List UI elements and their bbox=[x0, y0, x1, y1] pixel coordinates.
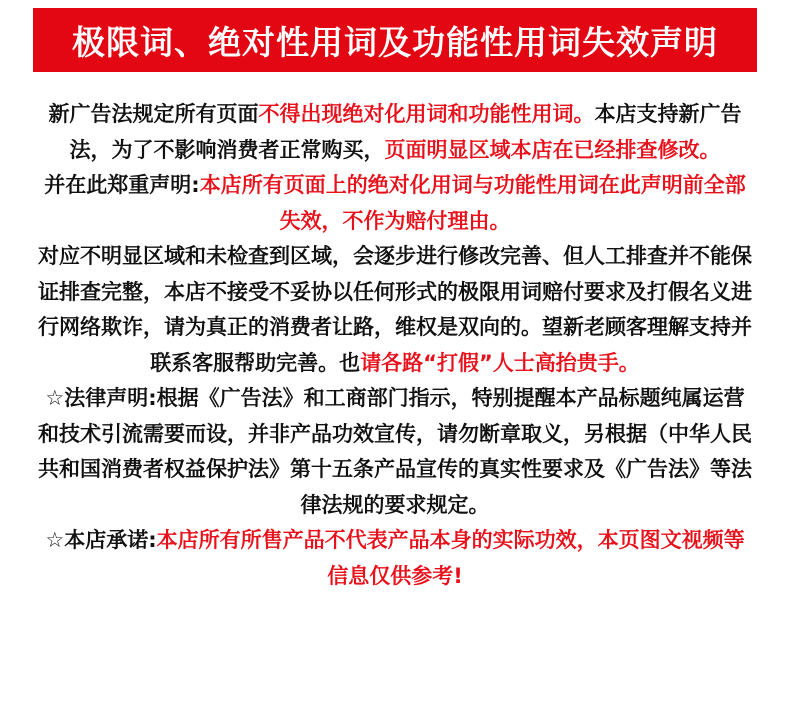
highlight-segment: 本店所有页面上的绝对化用词与功能性用词在此声明前全部失效，不作为赔付理由。 bbox=[199, 173, 746, 233]
highlight-segment: 不得出现绝对化用词和功能性用词。 bbox=[258, 102, 595, 126]
highlight-segment: 本店所有所售产品不代表产品本身的实际功效，本页图文视频等信息仅供参考! bbox=[156, 528, 745, 588]
statement-body bbox=[36, 97, 754, 594]
text-segment: ☆本店承诺: bbox=[45, 528, 157, 552]
paragraph-ad-law bbox=[36, 97, 754, 168]
paragraph-declaration bbox=[36, 168, 754, 239]
paragraph-unchecked-areas bbox=[36, 239, 754, 381]
text-segment: 新广告法规定所有页面 bbox=[48, 102, 259, 126]
page-title: 极限词、绝对性用词及功能性用词失效声明 bbox=[72, 22, 718, 62]
highlight-segment: 页面明显区域本店在已经排查修改。 bbox=[384, 137, 721, 162]
text-segment: 对应不明显区域和未检查到区域，会逐步进行修改完善、但人工排查并不能保证排查完整，本店不接受不妥协以任何形式的极限用词赔付要求及打假名义进行网络欺诈，请为真正的消费者让路，维权是双向的。望新老顾客理解支持并联系客服帮助完善。也 bbox=[38, 244, 752, 375]
title-banner bbox=[33, 8, 757, 72]
paragraph-store-promise bbox=[36, 523, 754, 594]
highlight-segment: 请各路“打假”人士高抬贵手。 bbox=[360, 350, 640, 375]
text-segment: 本店支持新广告法，为了不影响消费者正常购买， bbox=[69, 102, 742, 162]
text-segment: 并在此郑重声明: bbox=[44, 173, 200, 197]
paragraph-legal-statement bbox=[36, 381, 754, 523]
text-segment: ☆法律声明:根据《广告法》和工商部门指示，特别提醒本产品标题纯属运营和技术引流需要而设，并非产品功效宣传，请勿断章取义，另根据（中华人民共和国消费者权益保护法》第十五条产品宣传的真实性要求及《广告法》等法律法规的要求规定。 bbox=[38, 386, 752, 517]
